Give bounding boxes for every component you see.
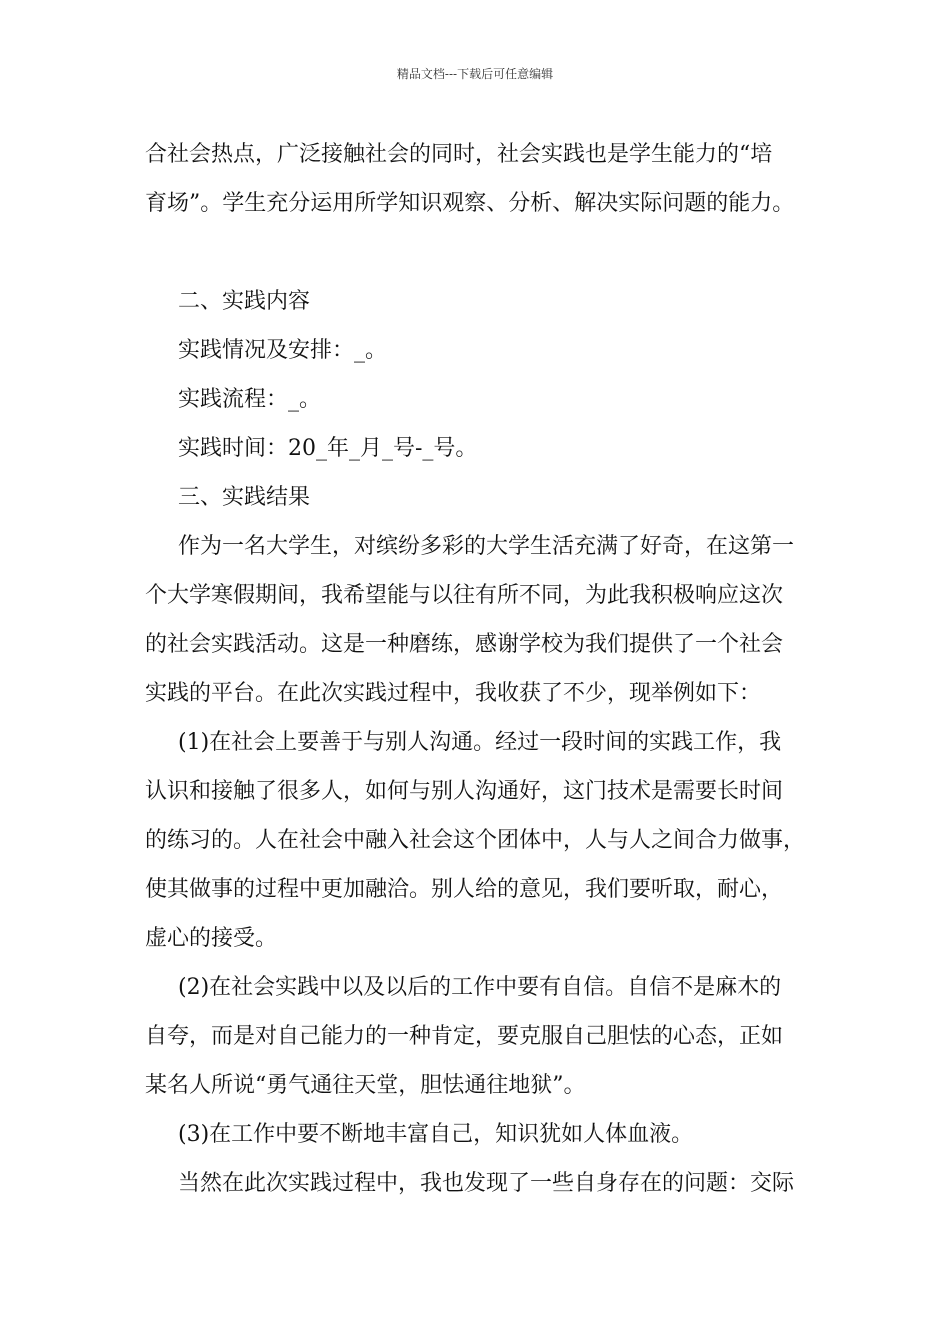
intro-line-2: 育场”。学生充分运用所学知识观察、分析、解决实际问题的能力。 [145,191,795,216]
list-item-line: 虚心的接受。 [145,926,278,951]
page-header: 精品文档---下载后可任意编辑 [396,67,554,81]
practice-time: 实践时间：20_年_月_号-_号。 [178,436,478,461]
paragraph-line: 实践的平台。在此次实践过程中，我收获了不少，现举例如下： [145,681,762,706]
list-item-line: 自夸，而是对自己能力的一种肯定，要克服自己胆怯的心态，正如 [145,1024,784,1049]
practice-process: 实践流程：_。 [178,387,322,412]
list-item-line: 的练习的。人在社会中融入社会这个团体中，人与人之间合力做事， [145,828,806,853]
paragraph-line: 作为一名大学生，对缤纷多彩的大学生活充满了好奇，在这第一 [178,534,795,559]
practice-arrangement: 实践情况及安排：_。 [178,338,388,363]
list-item-line: (3)在工作中要不断地丰富自己，知识犹如人体血液。 [178,1122,694,1147]
intro-line-1: 合社会热点，广泛接触社会的同时，社会实践也是学生能力的“培 [145,142,773,167]
paragraph-line: 个大学寒假期间，我希望能与以往有所不同，为此我积极响应这次 [145,583,784,608]
paragraph-line: 当然在此次实践过程中，我也发现了一些自身存在的问题：交际 [178,1171,795,1196]
list-item-line: 某名人所说“勇气通往天堂，胆怯通往地狱”。 [145,1073,586,1098]
list-item-line: 认识和接触了很多人，如何与别人沟通好，这门技术是需要长时间 [145,779,784,804]
section-heading-content: 二、实践内容 [178,289,311,314]
document-body [145,130,813,1208]
list-item-line: 使其做事的过程中更加融洽。别人给的意见，我们要听取，耐心， [145,877,784,902]
list-item-line: (2)在社会实践中以及以后的工作中要有自信。自信不是麻木的 [178,975,782,1000]
list-item-line: (1)在社会上要善于与别人沟通。经过一段时间的实践工作，我 [178,730,782,755]
paragraph-gap [145,228,813,277]
section-heading-results: 三、实践结果 [178,485,311,510]
paragraph-line: 的社会实践活动。这是一种磨练，感谢学校为我们提供了一个社会 [145,632,784,657]
